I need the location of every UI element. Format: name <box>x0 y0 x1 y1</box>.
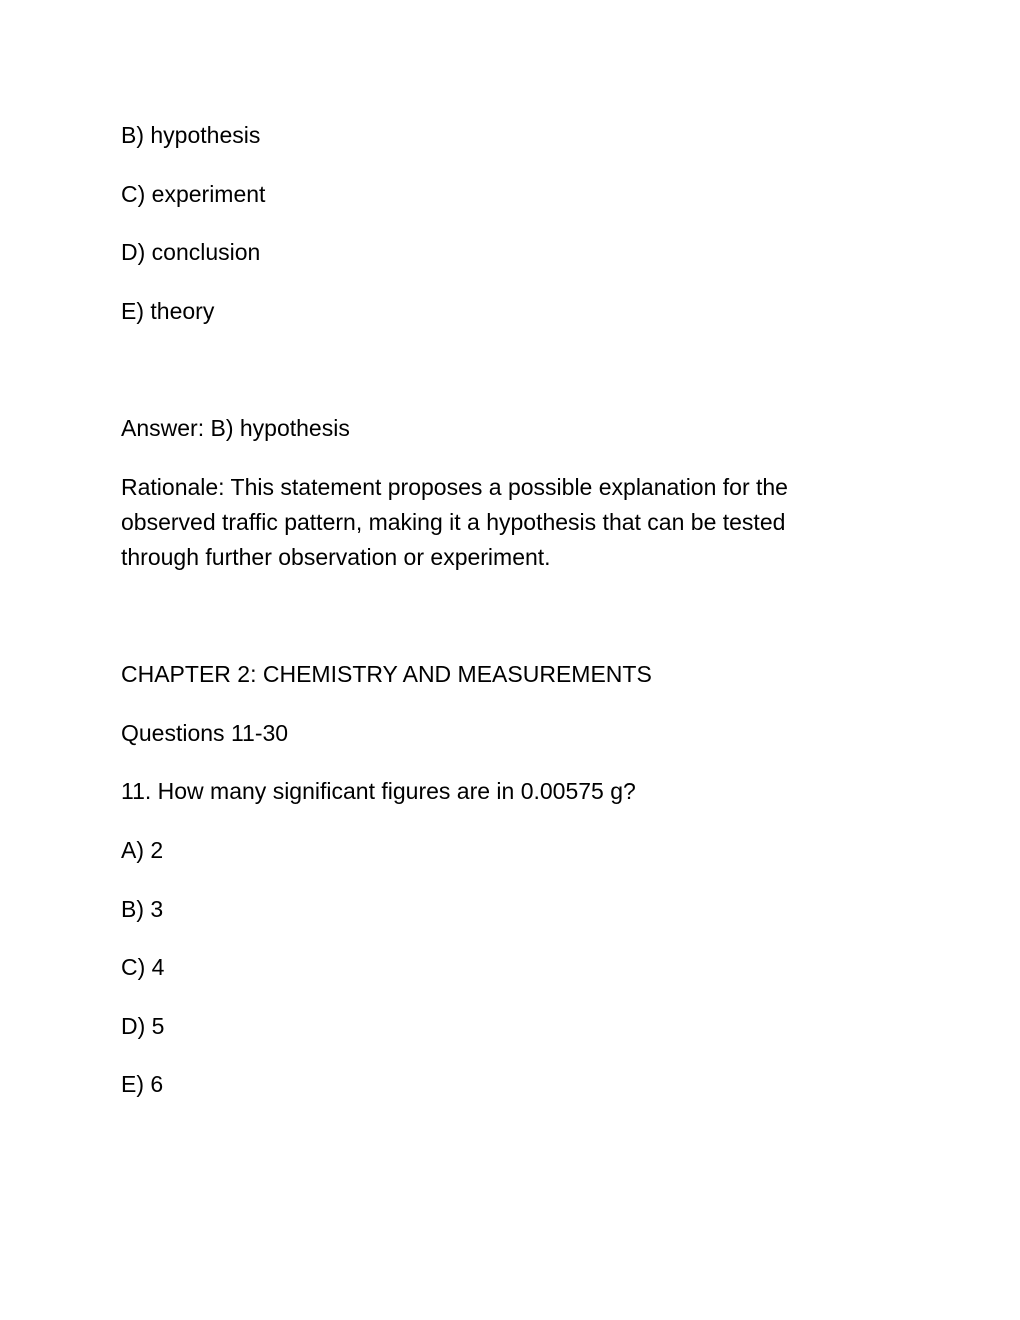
option-b: B) hypothesis <box>121 122 261 148</box>
answer-line: Answer: B) hypothesis <box>121 415 350 441</box>
chapter-title: CHAPTER 2: CHEMISTRY AND MEASUREMENTS <box>121 661 652 687</box>
option-e: E) theory <box>121 298 215 324</box>
question-range: Questions 11-30 <box>121 720 289 746</box>
q11-option-d: D) 5 <box>121 1013 165 1039</box>
q11-option-b: B) 3 <box>121 896 164 922</box>
q11-option-c: C) 4 <box>121 954 165 980</box>
question-11-prompt: 11. How many significant figures are in 0.00575 g? <box>121 778 636 804</box>
option-d: D) conclusion <box>121 239 261 265</box>
rationale-paragraph: Rationale: This statement proposes a possible explanation for the observed traffic pattern, making it a hypothesis that can be tested through further observation or experiment. <box>121 474 788 570</box>
option-c: C) experiment <box>121 181 266 207</box>
q11-option-e: E) 6 <box>121 1071 164 1097</box>
q11-option-a: A) 2 <box>121 837 164 863</box>
